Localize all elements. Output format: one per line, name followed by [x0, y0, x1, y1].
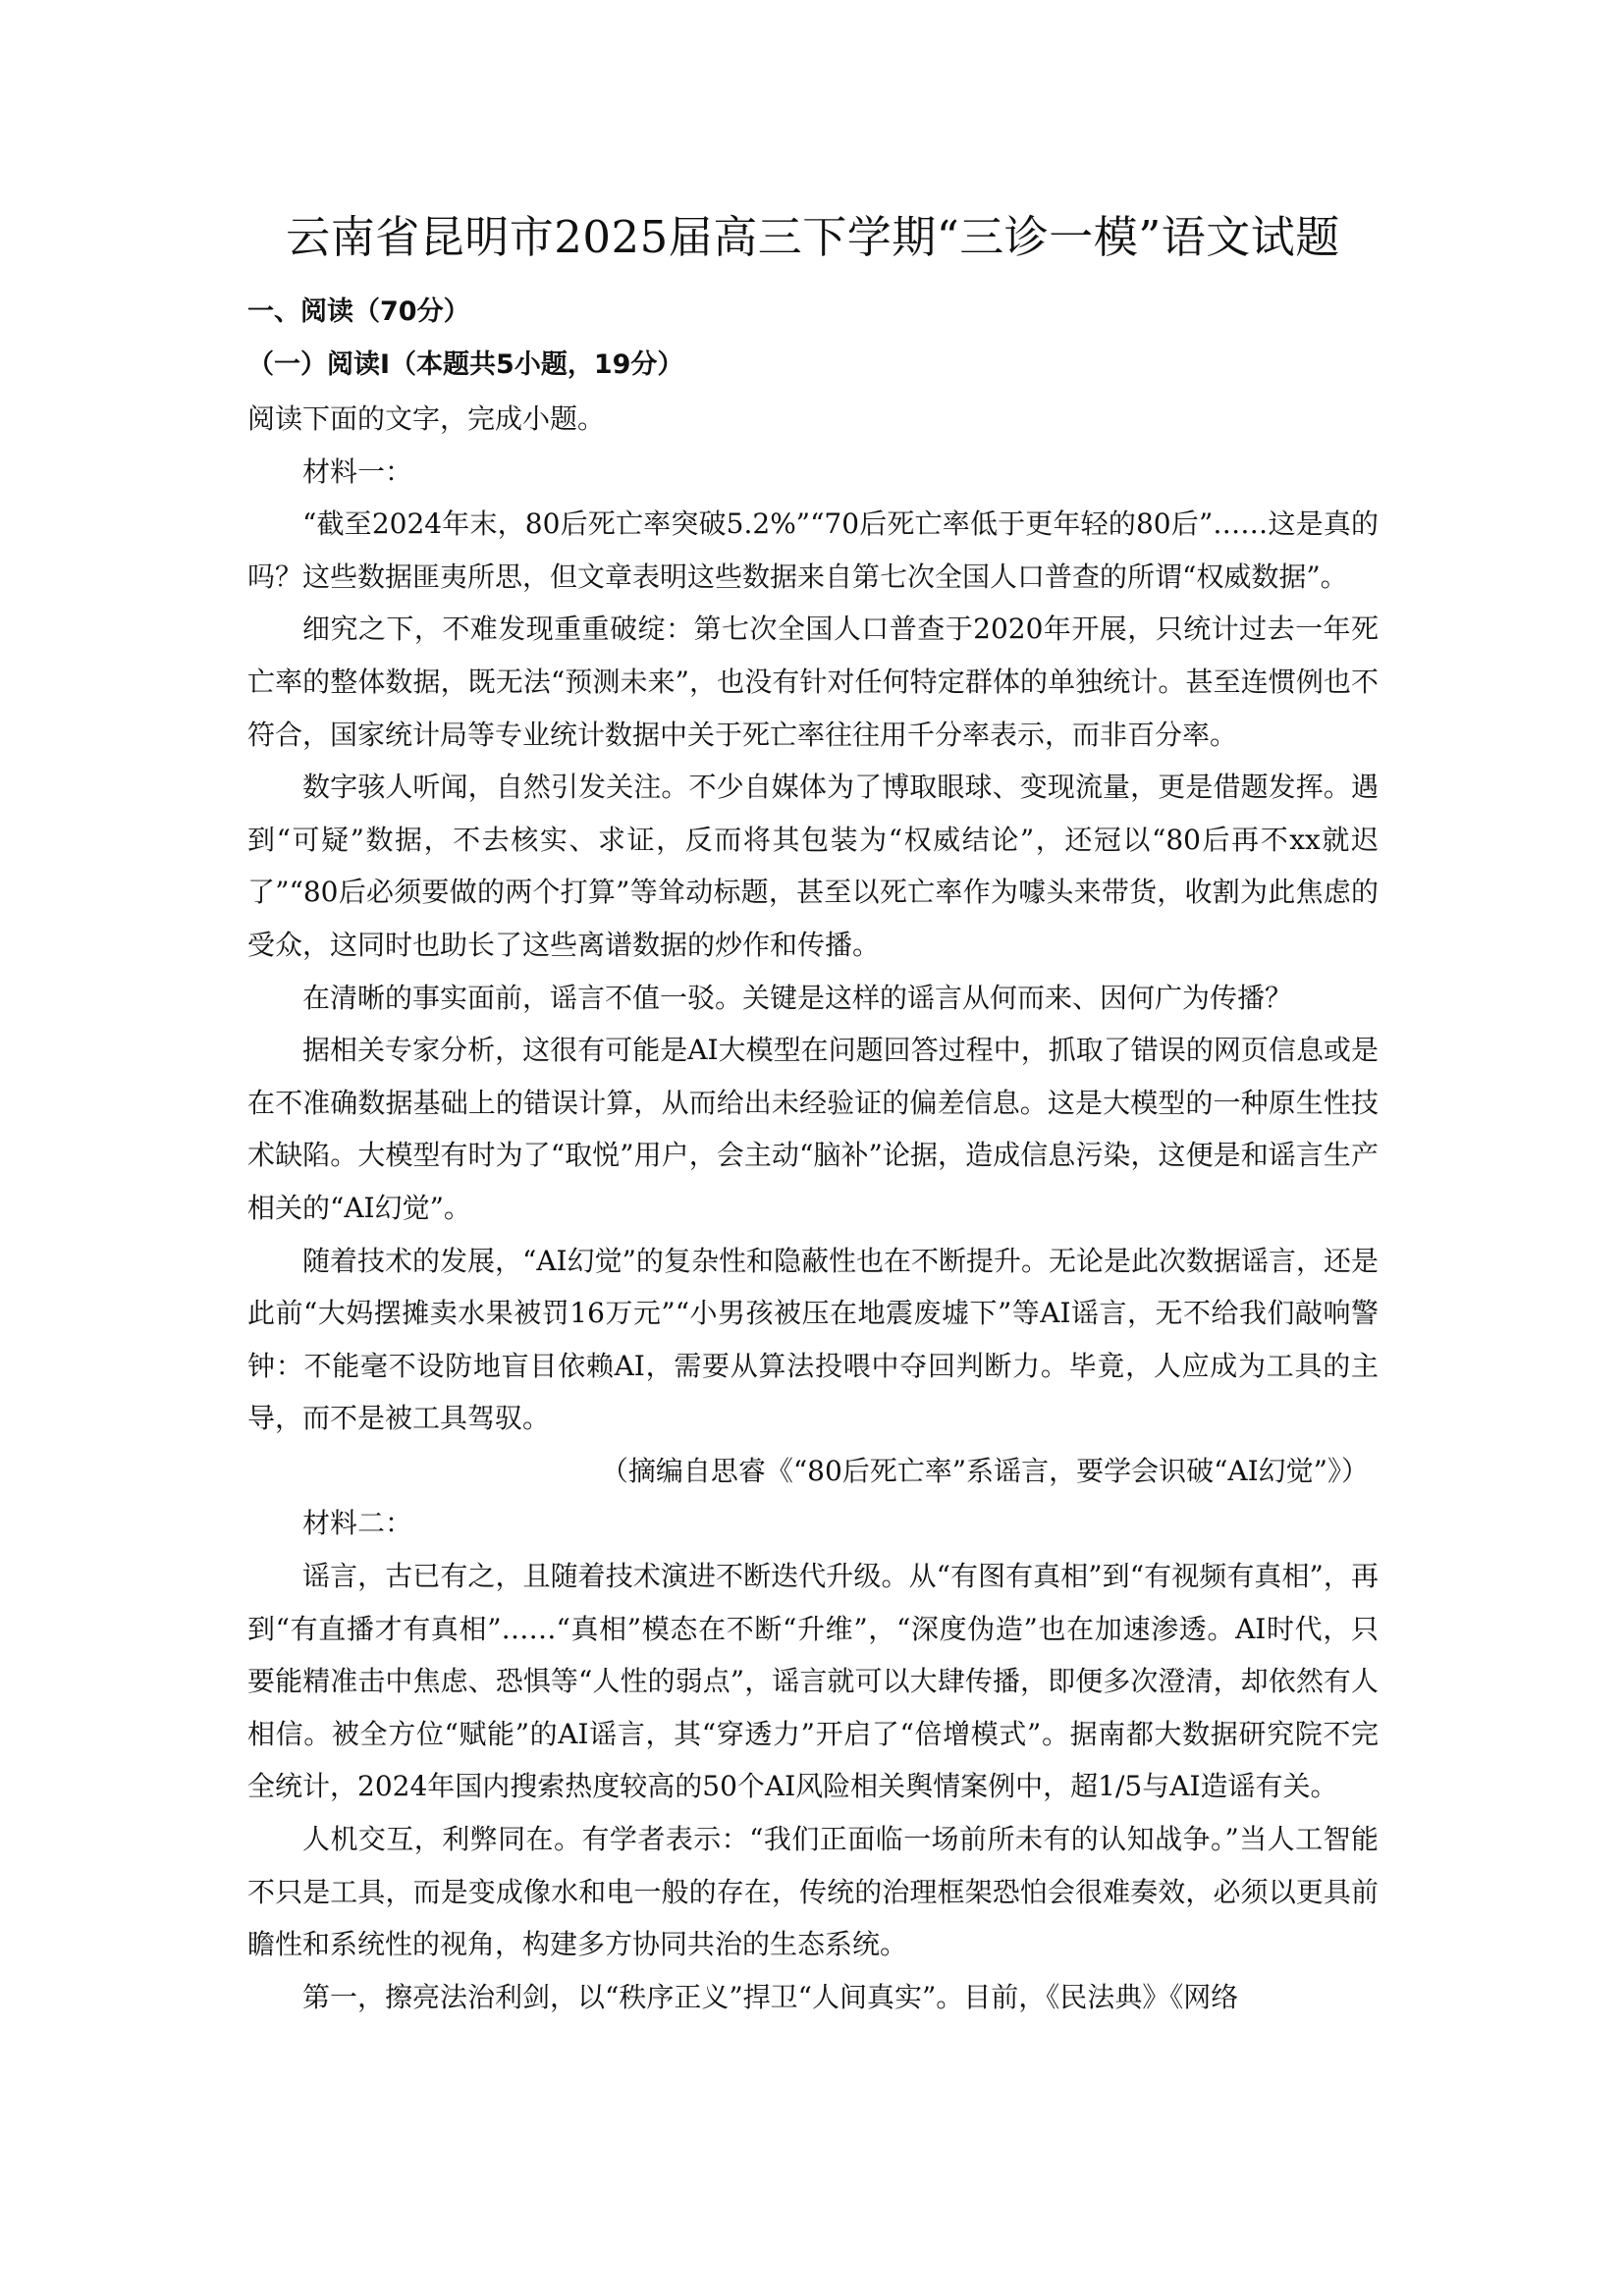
material1-paragraph: 细究之下，不难发现重重破绽：第七次全国人口普查于2020年开展，只统计过去一年死亡率的整体数据，既无法“预测未来”，也没有针对任何特定群体的单独统计。甚至连惯例也不符合，国家统计局等专业统计数据中关于死亡率往往用千分率表示，而非百分率。 — [247, 613, 1379, 751]
material1-paragraph: 数字骇人听闻，自然引发关注。不少自媒体为了博取眼球、变现流量，更是借题发挥。遇到“可疑”数据，不去核实、求证，反而将其包装为“权威结论”，还冠以“80后再不xx就迟了”“80后必须要做的两个打算”等耸动标题，甚至以死亡率作为噱头来带货，收割为此焦虑的受众，这同时也助长了这些离谱数据的炒作和传播。 — [247, 771, 1379, 961]
instruction-text: 阅读下面的文字，完成小题。 — [247, 402, 606, 435]
material2-paragraph: 第一，擦亮法治利剑，以“秩序正义”捍卫“人间真实”。目前，《民法典》《网络 — [302, 1980, 1239, 2013]
material1-paragraph: 随着技术的发展，“AI幻觉”的复杂性和隐蔽性也在不断提升。无论是此次数据谣言，还是此前“大妈摆摊卖水果被罚16万元”“小男孩被压在地震废墟下”等AI谣言，无不给我们敲响警钟：不能毫不设防地盲目依赖AI，需要从算法投喂中夺回判断力。毕竟，人应成为工具的主导，而不是被工具驾驭。 — [247, 1244, 1379, 1435]
page-title: 云南省昆明市2025届高三下学期“三诊一模”语文试题 — [286, 211, 1340, 263]
material1-paragraph: “截至2024年末，80后死亡率突破5.2%”“70后死亡率低于更年轻的80后”……这是真的吗？这些数据匪夷所思，但文章表明这些数据来自第七次全国人口普查的所谓“权威数据”。 — [247, 507, 1379, 593]
material2-paragraph: 人机交互，利弊同在。有学者表示：“我们正面临一场前所未有的认知战争。”当人工智能不只是工具，而是变成像水和电一般的存在，传统的治理框架恐怕会很难奏效，必须以更具前瞻性和系统性的视角，构建多方协同共治的生态系统。 — [247, 1823, 1379, 1961]
material1-paragraph: 据相关专家分析，这很有可能是AI大模型在问题回答过程中，抓取了错误的网页信息或是在不准确数据基础上的错误计算，从而给出未经验证的偏差信息。这是大模型的一种原生性技术缺陷。大模型有时为了“取悦”用户，会主动“脑补”论据，造成信息污染，这便是和谣言生产相关的“AI幻觉”。 — [247, 1034, 1379, 1224]
material2-label: 材料二： — [302, 1507, 413, 1540]
material1-source: （摘编自思睿《“80后死亡率”系谣言，要学会识破“AI幻觉”》） — [600, 1454, 1369, 1487]
material2-paragraph: 谣言，古已有之，且随着技术演进不断迭代升级。从“有图有真相”到“有视频有真相”，再到“有直播才有真相”……“真相”模态在不断“升维”，“深度伪造”也在加速渗透。AI时代，只要能精准击中焦虑、恐惧等“人性的弱点”，谣言就可以大肆传播，即便多次澄清，却依然有人相信。被全方位“赋能”的AI谣言，其“穿透力”开启了“倍增模式”。据南都大数据研究院不完全统计，2024年国内搜索热度较高的50个AI风险相关舆情案例中，超1/5与AI造谣有关。 — [247, 1560, 1379, 1803]
sub-heading: （一）阅读Ⅰ（本题共5小题，19分） — [247, 349, 684, 380]
document-body — [247, 208, 1379, 2023]
material1-label: 材料一： — [302, 454, 413, 488]
material1-paragraph: 在清晰的事实面前，谣言不值一驳。关键是这样的谣言从何而来、因何广为传播？ — [302, 981, 1293, 1014]
section-heading: 一、阅读（70分） — [247, 296, 470, 327]
